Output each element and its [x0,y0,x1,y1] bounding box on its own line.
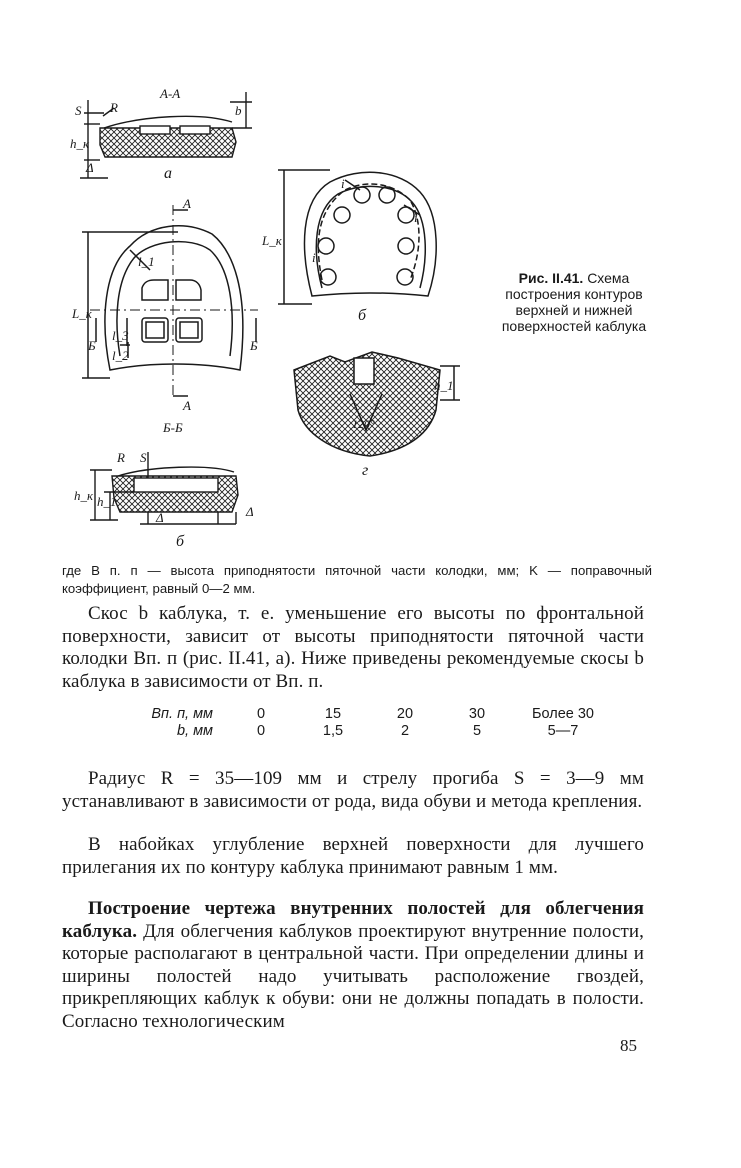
table-row [110,706,613,723]
paragraph-2: Радиус R = 35—109 мм и стрелу прогиба S = 3—9 мм устанавливают в зависимости от рода, вида обуви и метода крепления. [62,768,644,812]
label-delta-a: Δ [86,160,94,175]
figure-caption-text: Схема построения контуров верхней и нижней поверхностей каблука [501,270,647,334]
table-cell: 5 [472,723,482,739]
page-number: 85 [620,1036,637,1055]
table-cell: 0 [256,706,266,722]
table-cell: 5—7 [547,723,579,739]
label-arrow-b-right: Б [250,338,258,353]
label-i-top: i [341,176,345,191]
table-cell: 2 [400,723,410,739]
diagram-b-section [90,452,238,524]
label-h1-g: h_1 [434,378,454,393]
label-sub-g: г [362,462,369,479]
label-delta-b1: Δ [156,510,164,525]
label-s-a: S [75,103,82,118]
figure-caption-label: Рис. II.41. [518,270,584,286]
formula-note: где B п. п — высота приподнятости пяточной части колодки, мм; K — поправочный коэффициент, равный 0—2 мм. [62,563,652,596]
label-l3-v: l_3 [112,328,129,343]
label-h1-b: h_1 [97,494,117,509]
label-sub-b-right: б [358,307,367,324]
label-section-bb: Б-Б [163,420,183,435]
label-lk-v: L_к [72,306,92,321]
label-hk-b: h_к [74,488,94,503]
paragraph-4-text: Для облегчения каблуков проектируют внутренние полости, которые располагают в центральной части. При определении длины и ширины полостей надо учитывать расположение гвоздей, прикрепляющих каблук к обуви: они не должны попадать в полости. Согласно технологическим [62,920,644,1032]
paragraph-4 [62,898,644,1033]
label-lk-nail: L_к [262,233,282,248]
label-i-left: i [312,250,316,265]
table-cell: 15 [324,706,342,722]
label-r-a: R [110,100,118,115]
label-l2-v: l_2 [112,348,129,363]
diagram-g-section [294,352,460,456]
table-cell: 30 [468,706,486,722]
paragraph-4-heading: Построение чертежа внутренних полостей для облегчения каблука. [62,898,644,942]
table-row-head: b, мм [176,723,213,739]
table-cell: 1,5 [322,723,344,739]
label-section-aa: А-А [160,86,181,101]
label-angle-120: 120° [352,417,375,431]
paragraph-1: Скос b каблука, т. е. уменьшение его высоты по фронтальной поверхности, зависит от высоты приподнятости пяточной части колодки Bп. п (рис. II.41, а). Ниже приведены рекомендуемые скосы b каблука в зависимости от Bп. п. [62,603,644,692]
label-sub-b: б [176,533,185,550]
label-b-a: b [235,103,242,118]
diagram-v-plan [82,205,258,398]
label-arrow-b-left: Б [88,338,96,353]
label-arrow-a-top: А [183,196,191,211]
label-s-b: S [140,450,147,465]
label-l1-v: l_1 [138,254,155,269]
table-row-head: Bп. п, мм [151,706,213,722]
label-delta-b2: Δ [246,504,254,519]
table-cell: 20 [396,706,414,722]
bevel-table [110,706,613,740]
label-hk-a: h_к [70,136,90,151]
label-i-right: i [414,210,418,225]
table-cell: 0 [256,723,266,739]
label-arrow-a-bottom: А [183,398,191,413]
diagram-nail-layout [278,170,436,304]
label-sub-a: а [164,165,172,182]
label-r-b: R [117,450,125,465]
paragraph-3: В набойках углубление верхней поверхности для лучшего прилегания их по контуру каблука принимают равным 1 мм. [62,834,644,878]
table-cell: Более 30 [531,706,594,722]
figure-caption [494,270,654,334]
table-row [110,723,613,740]
